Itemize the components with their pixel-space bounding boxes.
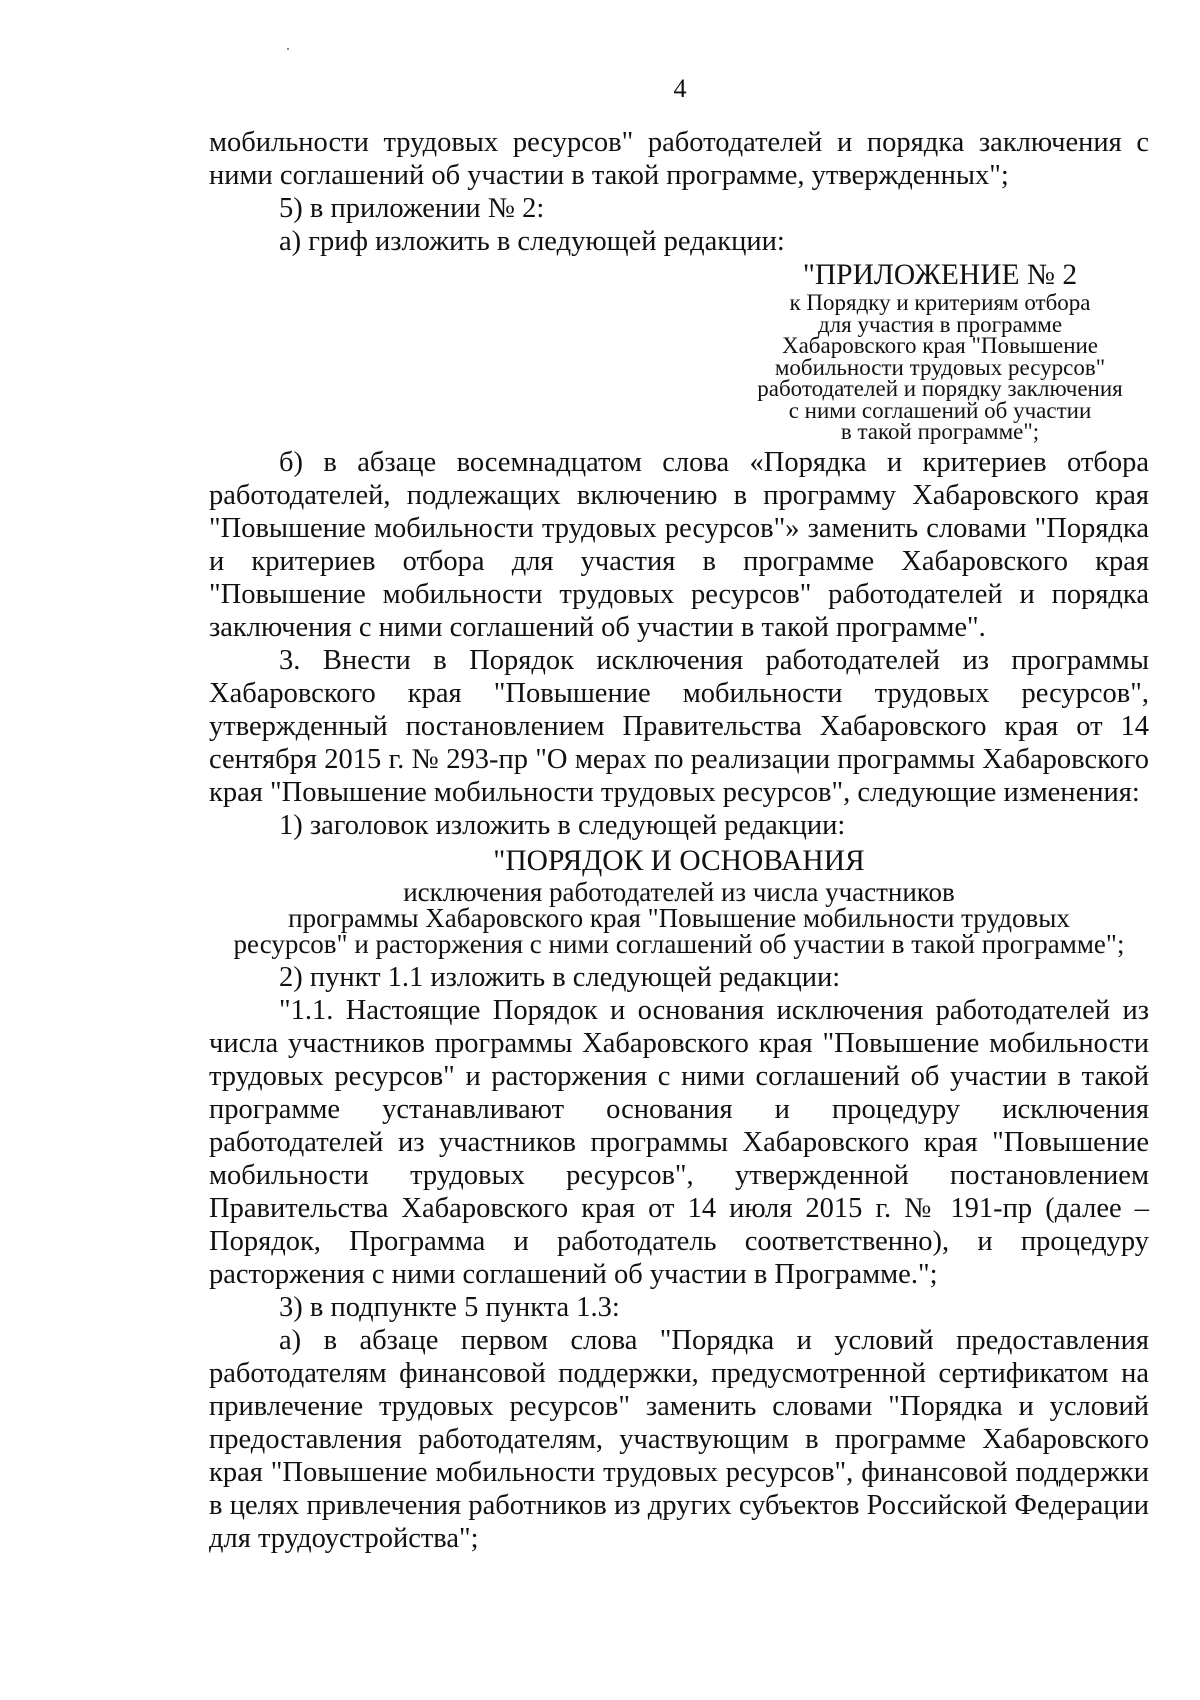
subitem-3: 3) в подпункте 5 пункта 1.3: [279, 1291, 620, 1323]
stamp-line: с ними соглашений об участии [788, 397, 1092, 423]
stamp-line: к Порядку и критериям отбора [789, 290, 1091, 315]
subheading-line: исключения работодателей из числа участников [403, 876, 955, 907]
subheading-line: программы Хабаровского края "Повышение мобильности трудовых [288, 902, 1070, 933]
scan-speck [287, 48, 289, 50]
subheading-line: ресурсов" и расторжения с ними соглашений об участии в такой программе"; [233, 928, 1125, 959]
stamp-line: в такой программе"; [840, 419, 1040, 444]
page-number: 4 [673, 74, 687, 103]
stamp-line: для участия в программе [817, 311, 1063, 337]
point-1-1: "1.1. Настоящие Порядок и основания исключения работодателей из числа участников программы Хабаровского края "Повышение мобильности трудовых ресурсов" и расторжения с ними соглашений об участии в такой программе устанавливают основания и процедуру исключения работодателей из участников программы Хабаровского края "Повышение мобильности трудовых ресурсов", утвержденной постановлением Правительства Хабаровского края от 14 июля 2015 г. № 191-пр (далее – Порядок, Программа и работодатель соответственно), и процедуру расторжения с ними соглашений об участии в Программе."; [209, 994, 1149, 1290]
item-3: 3. Внести в Порядок исключения работодателей из программы Хабаровского края "Повышение мобильности трудовых ресурсов", утвержденный постановлением Правительства Хабаровского края от 14 сентября 2015 г. № 293-пр "О мерах по реализации программы Хабаровского края "Повышение мобильности трудовых ресурсов", следующие изменения: [209, 644, 1149, 808]
subitem-a: а) гриф изложить в следующей редакции: [279, 226, 785, 257]
stamp-title: "ПРИЛОЖЕНИЕ № 2 [802, 259, 1078, 291]
subitem-2: 2) пункт 1.1 изложить в следующей редакции: [279, 961, 841, 993]
stamp-line: мобильности трудовых ресурсов" [774, 354, 1106, 380]
stamp-line: Хабаровского края "Повышение [781, 333, 1099, 358]
stamp-line: работодателей и порядку заключения [757, 376, 1123, 401]
procedure-heading: "ПОРЯДОК И ОСНОВАНИЯ [493, 844, 865, 877]
subitem-a-2: а) в абзаце первом слова "Порядка и условий предоставления работодателям финансовой поддержки, предусмотренной сертификатом на привлечение трудовых ресурсов" заменить словами "Порядка и условий предоставления работодателям, участвующим в программе Хабаровского края "Повышение мобильности трудовых ресурсов", финансовой поддержки в целях привлечения работников из других субъектов Российской Федерации для трудоустройства"; [209, 1324, 1149, 1554]
paragraph-continuation: мобильности трудовых ресурсов" работодателей и порядка заключения с ними соглашений об участии в такой программе, утвержденных"; [209, 127, 1149, 191]
subitem-1: 1) заголовок изложить в следующей редакции: [279, 809, 846, 841]
appendix-stamp [731, 259, 1149, 443]
document-body [209, 126, 1149, 1555]
item-5: 5) в приложении № 2: [279, 193, 545, 224]
subitem-b: б) в абзаце восемнадцатом слова «Порядка и критериев отбора работодателей, подлежащих включению в программу Хабаровского края "Повышение мобильности трудовых ресурсов"» заменить словами "Порядка и критериев отбора для участия в программе Хабаровского края "Повышение мобильности трудовых ресурсов" работодателей и порядка заключения с ними соглашений об участии в такой программе". [209, 446, 1149, 643]
procedure-subheading [209, 876, 1149, 959]
